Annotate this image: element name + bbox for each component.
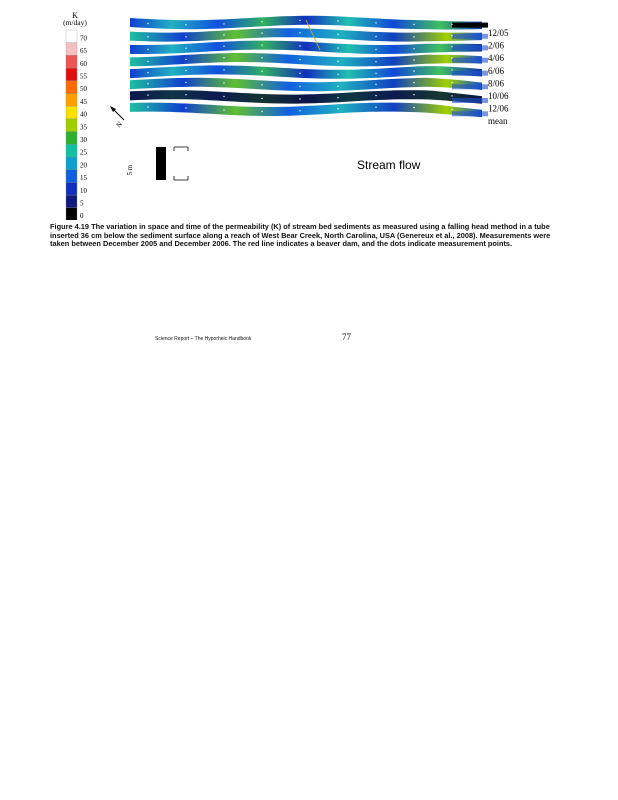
legend-tick-label: 35 <box>80 123 87 132</box>
stream-strip <box>130 16 482 30</box>
measurement-point <box>223 23 224 24</box>
measurement-point <box>375 36 376 37</box>
measurement-point <box>147 72 148 73</box>
permeability-figure <box>48 10 568 220</box>
measurement-point <box>375 95 376 96</box>
legend-tick-label: 10 <box>80 186 87 195</box>
legend-tick-label: 0 <box>80 212 84 220</box>
color-legend <box>66 30 88 220</box>
stream-strip-overlay <box>130 90 482 104</box>
measurement-point <box>185 36 186 37</box>
stream-strip <box>130 65 482 78</box>
measurement-point <box>299 110 300 111</box>
legend-swatch <box>66 144 77 157</box>
measurement-point <box>185 70 186 71</box>
legend-tick-label: 65 <box>80 47 87 56</box>
date-label: 2/06 <box>488 40 505 51</box>
north-label: N <box>114 120 124 130</box>
measurement-point <box>375 49 376 50</box>
measurement-point <box>337 97 338 98</box>
legend-swatch <box>66 94 77 107</box>
measurement-point <box>451 24 452 25</box>
stream-strips <box>130 16 488 117</box>
measurement-point <box>451 82 452 83</box>
legend-tick-label: 50 <box>80 85 87 94</box>
measurement-point <box>147 83 148 84</box>
legend-swatch <box>66 182 77 195</box>
strip-tail <box>452 71 488 76</box>
legend-swatch <box>66 208 77 220</box>
measurement-point <box>375 22 376 23</box>
measurement-point <box>185 107 186 108</box>
date-label: 10/06 <box>488 91 509 101</box>
measurement-point <box>147 61 148 62</box>
measurement-point <box>375 107 376 108</box>
stream-strip <box>130 103 482 118</box>
measurement-point <box>451 35 452 36</box>
measurement-point <box>299 32 300 33</box>
measurement-point <box>261 21 262 22</box>
measurement-point <box>337 47 338 48</box>
measurement-point <box>147 94 148 95</box>
legend-swatch <box>66 157 77 170</box>
measurement-point <box>375 84 376 85</box>
north-arrow <box>110 106 124 129</box>
measurement-point <box>413 107 414 108</box>
stream-strip <box>130 41 482 54</box>
measurement-point <box>299 45 300 46</box>
date-label: 6/06 <box>488 65 505 76</box>
legend-swatch <box>66 43 77 56</box>
measurement-point <box>185 94 186 95</box>
legend-swatch <box>66 119 77 132</box>
strip-tail <box>452 111 488 116</box>
stream-strip <box>130 78 482 91</box>
measurement-point <box>451 95 452 96</box>
legend-units: (m/day) <box>63 18 87 27</box>
date-label: 4/06 <box>488 53 505 64</box>
legend-tick-label: 30 <box>80 135 87 144</box>
measurement-point <box>299 73 300 74</box>
measurement-point <box>147 36 148 37</box>
measurement-point <box>261 32 262 33</box>
measurement-point <box>223 82 224 83</box>
date-label: 12/06 <box>488 103 509 114</box>
date-label: 8/06 <box>488 78 505 89</box>
measurement-point <box>147 23 148 24</box>
measurement-point <box>451 46 452 47</box>
measurement-point <box>185 24 186 25</box>
measurement-point <box>261 111 262 112</box>
legend-swatch <box>66 55 77 68</box>
page-number: 77 <box>342 332 351 342</box>
footer-report-title: Science Report – The Hyporheic Handbook <box>155 336 252 342</box>
measurement-point <box>147 106 148 107</box>
date-label: 12/05 <box>488 28 509 38</box>
stream-flow-label: Stream flow <box>357 158 421 172</box>
measurement-point <box>413 70 414 71</box>
measurement-point <box>261 57 262 58</box>
date-labels <box>488 28 509 126</box>
legend-tick-label: 25 <box>80 148 87 157</box>
legend-tick-label: 40 <box>80 110 87 119</box>
legend-swatch <box>66 170 77 183</box>
legend-tick-label: 60 <box>80 59 87 68</box>
legend-tick-label: 15 <box>80 174 87 183</box>
measurement-point <box>413 59 414 60</box>
strip-tail <box>452 34 488 39</box>
legend-swatch <box>66 68 77 81</box>
measurement-point <box>337 20 338 21</box>
measurement-point <box>413 36 414 37</box>
measurement-point <box>375 73 376 74</box>
measurement-point <box>261 44 262 45</box>
measurement-point <box>223 69 224 70</box>
measurement-point <box>223 46 224 47</box>
date-label: mean <box>488 116 508 127</box>
measurement-point <box>413 82 414 83</box>
measurement-point <box>337 74 338 75</box>
legend-tick-label: 5 <box>80 199 84 208</box>
figure-caption: Figure 4.19 The variation in space and time of the permeability (K) of stream bed sediments as measured using a falling head method in a tube inserted 36 cm below the sediment surface along a reach of West Bear Creek, North Carolina, USA (Genereux et al., 2008). Measurements were taken between December 2005 and December 2006. The red line indicates a beaver dam, and the dots indicate measurement points. <box>50 222 551 249</box>
measurement-point <box>299 59 300 60</box>
legend-tick-label: 45 <box>80 97 87 106</box>
stream-strip <box>130 53 482 66</box>
measurement-point <box>261 71 262 72</box>
measurement-point <box>337 108 338 109</box>
measurement-point <box>223 96 224 97</box>
measurement-point <box>375 61 376 62</box>
legend-swatch <box>66 106 77 119</box>
measurement-point <box>451 57 452 58</box>
legend-swatch <box>66 132 77 145</box>
measurement-point <box>185 59 186 60</box>
legend-swatch <box>66 195 77 208</box>
measurement-point <box>261 98 262 99</box>
measurement-point <box>299 86 300 87</box>
measurement-point <box>147 49 148 50</box>
measurement-point <box>451 109 452 110</box>
measurement-point <box>337 34 338 35</box>
legend-title: K <box>72 11 78 20</box>
measurement-point <box>261 84 262 85</box>
measurement-point <box>185 82 186 83</box>
strip-tail <box>452 23 488 28</box>
strip-tail <box>452 84 488 89</box>
legend-swatch <box>66 81 77 94</box>
measurement-point <box>299 20 300 21</box>
measurement-point <box>337 86 338 87</box>
measurement-point <box>337 61 338 62</box>
legend-tick-label: 20 <box>80 161 87 170</box>
legend-tick-label: 55 <box>80 72 87 81</box>
measurement-point <box>223 109 224 110</box>
legend-tick-label: 70 <box>80 34 87 43</box>
scale-bar <box>126 147 188 180</box>
scale-label: 5 m <box>126 164 134 176</box>
stream-strip <box>130 28 482 41</box>
measurement-point <box>185 48 186 49</box>
measurement-point <box>413 94 414 95</box>
strip-tail <box>452 98 488 103</box>
measurement-point <box>451 69 452 70</box>
measurement-point <box>413 24 414 25</box>
measurement-point <box>299 98 300 99</box>
strip-tail <box>452 45 488 50</box>
legend-swatch <box>66 30 77 43</box>
strip-tail <box>452 58 488 63</box>
measurement-point <box>223 57 224 58</box>
measurement-point <box>223 34 224 35</box>
measurement-point <box>413 48 414 49</box>
